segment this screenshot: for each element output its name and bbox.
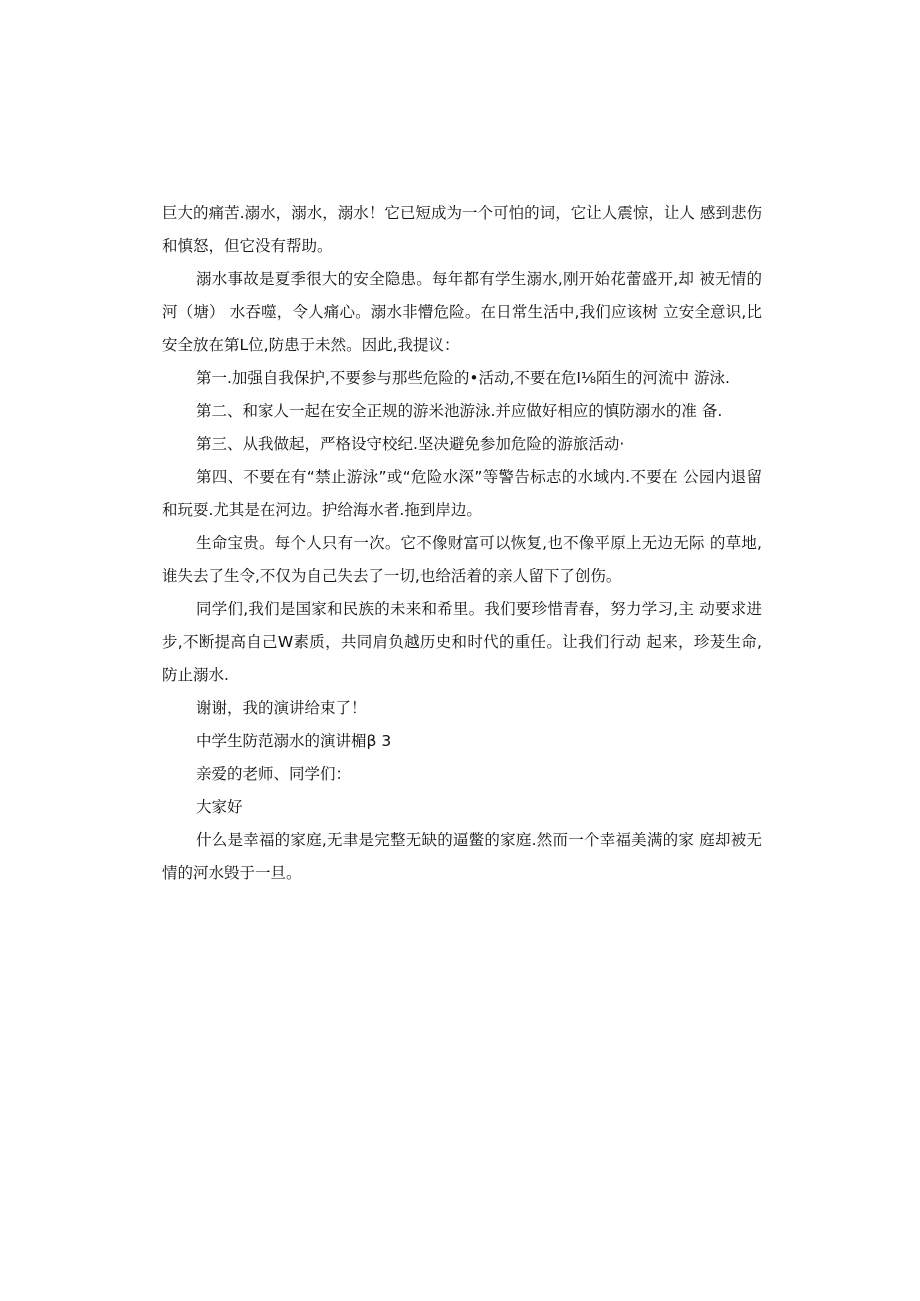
paragraph-1: 巨大的痛苦.溺水，溺水，溺水！它已短成为一个可怕的词，它让人震惊，让人 感到悲伤和慎怒，但它没有帮助。 — [162, 204, 762, 255]
paragraph-9: 谢谢，我的演讲给束了！ — [196, 699, 367, 717]
paragraph-11-salutation: 亲爱的老师、同学们： — [196, 765, 352, 783]
paragraph-8: 同学们,我们是国家和民族的未来和希里。我们要珍惜青春，努力学习,主 动要求进步,不断提高自己W素质，共同肩负越历史和时代的重任。让我们行动 起来，珍茇生命,防止溺水. — [162, 600, 762, 684]
paragraph-5: 第三、从我做起，严格设守校纪.坚决避免参加危险的游旅活动· — [196, 435, 625, 453]
paragraph-2: 溺水事故是夏季很大的安全隐患。每年都有学生溺水,刚开始花蕾盛开,却 被无情的河（塘） 水吞噬，令人痛心。溺水非懵危险。在日常生活中,我们应该树 立安全意识,比安全放在第L位,防患于未然。因此,我提议： — [162, 270, 762, 354]
paragraph-3: 第一.加强自我保护,不要参与那些危险的•活动,不要在危I⅛陌生的河流中 游泳. — [196, 369, 730, 387]
document-body — [162, 197, 762, 890]
paragraph-13: 什么是幸福的家庭,无聿是完整无缺的逼鳖的家庭.然而一个幸福美满的家 庭却被无情的河水毁于一旦。 — [162, 831, 762, 882]
paragraph-6: 第四、不要在有“禁止游泳”或“危险水深”等警告标志的水域内.不要在 公园内退留和玩耍.尤其是在河边。护给海水者.拖到岸边。 — [162, 468, 762, 519]
paragraph-4: 第二、和家人一起在安全正规的游米池游泳.并应做好相应的慎防溺水的准 备. — [196, 402, 723, 420]
paragraph-7: 生命宝贵。每个人只有一次。它不像财富可以恢复,也不像平原上无边无际 的草地,谁失去了生令,不仅为自己失去了一切,也给活着的亲人留下了创伤。 — [162, 534, 762, 585]
paragraph-10-heading: 中学生防范溺水的演讲楣β 3 — [196, 732, 392, 750]
paragraph-12-greeting: 大家好 — [196, 798, 243, 816]
